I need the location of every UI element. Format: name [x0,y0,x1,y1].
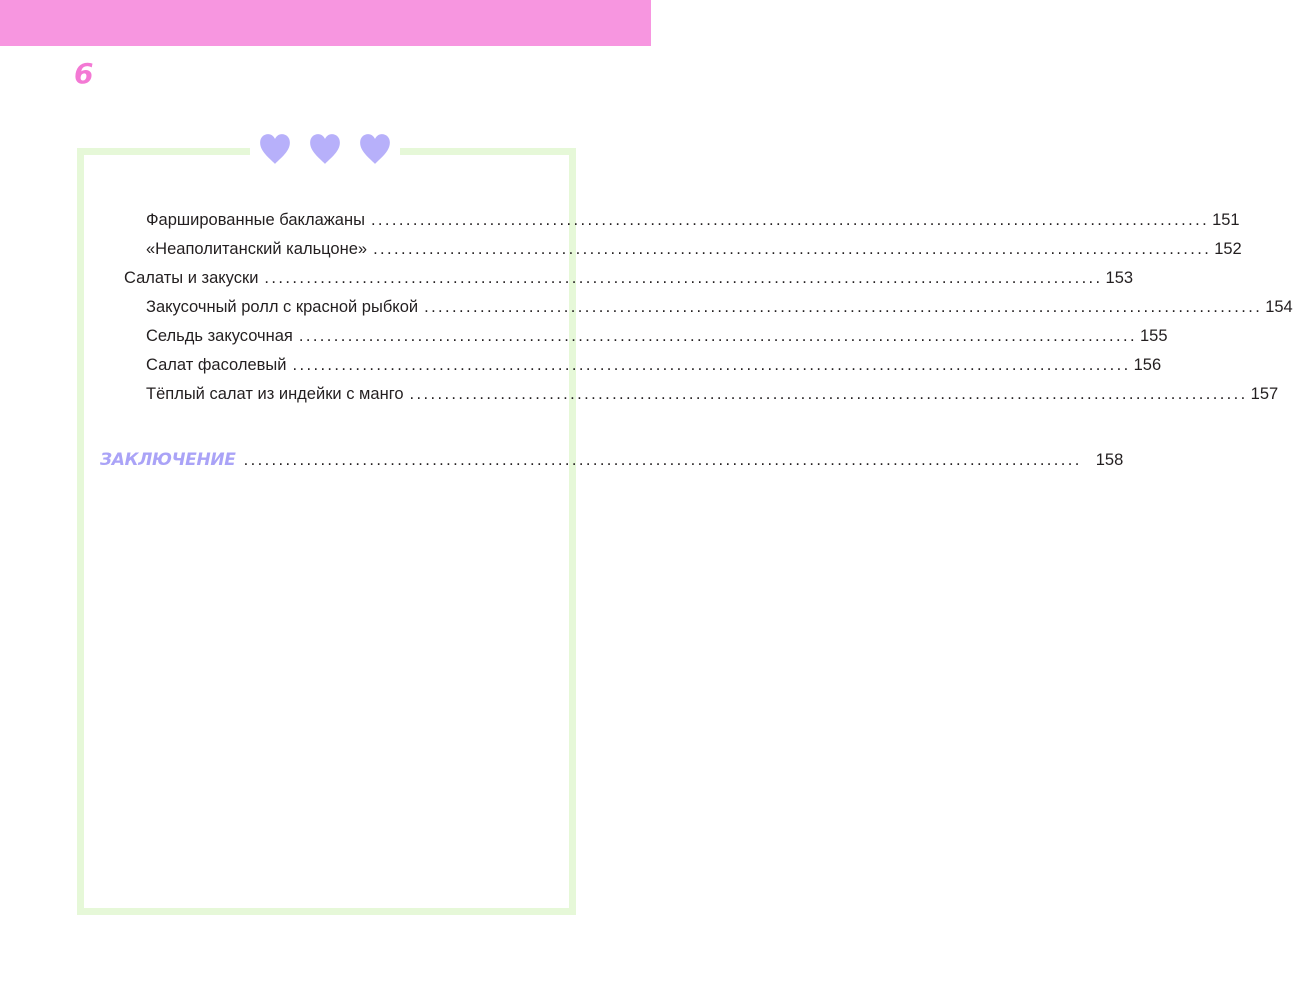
toc-entry-title: Салат фасолевый [146,356,287,374]
content-frame [77,148,576,915]
toc-entry[interactable] [146,296,1293,318]
toc-entry-page: 155 [1139,327,1168,345]
toc-entry[interactable] [146,325,1168,347]
dot-leader: ........................................................................................................................ [370,211,1210,229]
toc-entry[interactable] [124,267,1134,289]
page-number: 6 [74,57,94,90]
toc-entry-page: 151 [1212,211,1240,229]
toc-entry-page: 157 [1250,385,1279,403]
toc-entry[interactable] [146,354,1162,376]
conclusion-page: 158 [1095,451,1124,469]
toc-conclusion-entry[interactable] [100,448,1124,472]
conclusion-heading: ЗАКЛЮЧЕНИЕ [100,450,236,470]
toc-entry-title: Фаршированные баклажаны [146,211,365,229]
heart-icon [308,132,342,166]
hearts-decoration [250,128,400,170]
dot-leader: ........................................................................................................................ [264,269,1103,287]
toc-entry[interactable] [146,238,1242,260]
toc-entry-title: «Неаполитанский кальцоне» [146,240,368,258]
heart-icon [258,132,292,166]
toc-entry-page: 154 [1265,298,1293,316]
toc-entry[interactable] [146,383,1279,405]
toc-entry[interactable] [146,209,1240,231]
toc-entry-title: Закусочный ролл с красной рыбкой [146,298,419,316]
dot-leader: ........................................................................................................................ [373,240,1212,258]
toc-entry-title: Сельдь закусочная [146,327,293,345]
dot-leader: ........................................................................................................................ [424,298,1263,316]
dot-leader: ........................................................................................................................ [292,356,1131,374]
toc-entry-page: 153 [1105,269,1134,287]
top-color-band [0,0,651,46]
dot-leader: ........................................................................................................................ [243,451,1082,469]
toc-entry-title: Салаты и закуски [124,269,259,287]
heart-icon [358,132,392,166]
toc-entry-page: 156 [1133,356,1162,374]
toc-entry-title: Тёплый салат из индейки с манго [146,385,404,403]
dot-leader: ........................................................................................................................ [298,327,1137,345]
toc-entry-page: 152 [1214,240,1242,258]
dot-leader: ........................................................................................................................ [409,385,1248,403]
